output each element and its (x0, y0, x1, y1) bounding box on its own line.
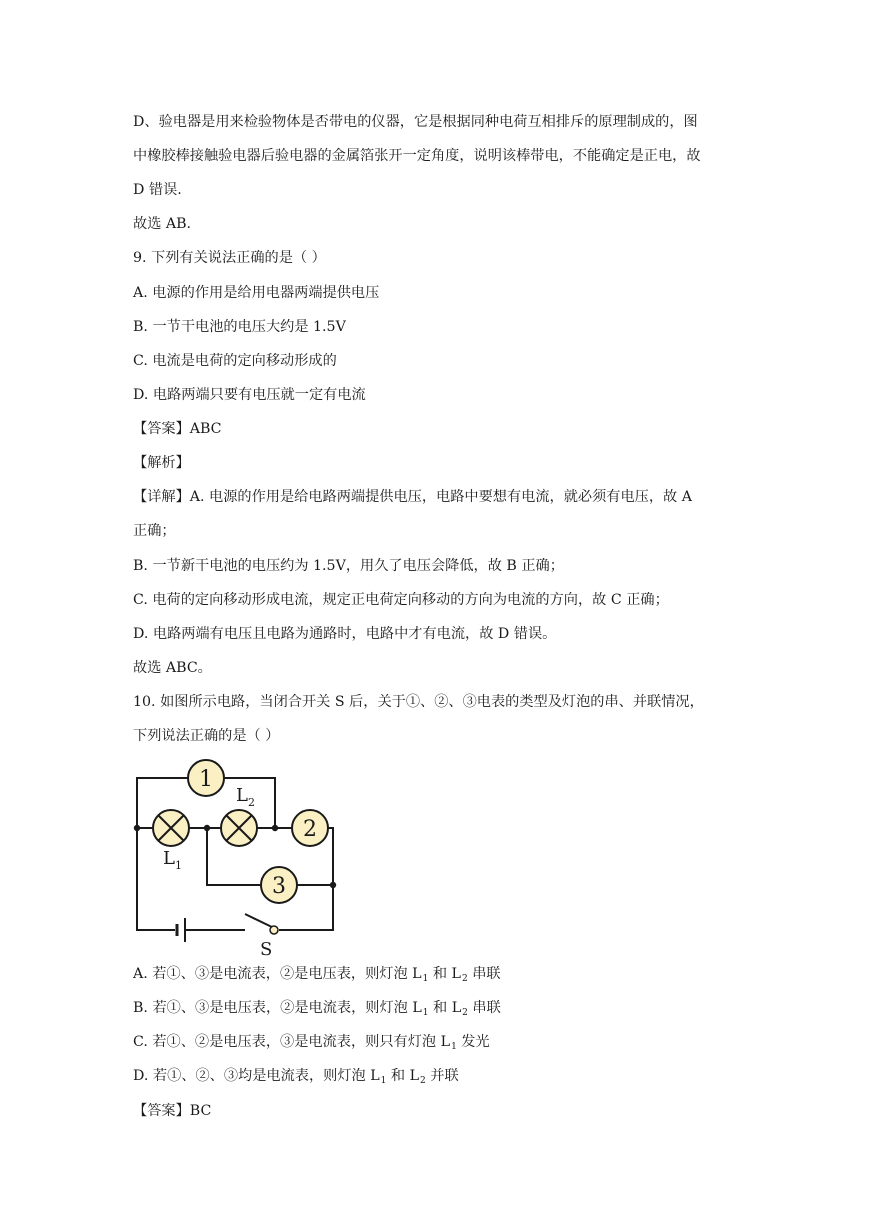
option-text: 发光 (456, 1034, 490, 1050)
question-10-option-d (133, 1066, 459, 1091)
subscript: 1 (422, 974, 429, 984)
subscript: 1 (422, 1008, 429, 1018)
lamp-l1 (153, 810, 189, 846)
option-text: 串联 (467, 966, 501, 982)
option-text: 串联 (467, 1000, 501, 1016)
switch-contact (270, 926, 278, 934)
circuit-diagram (127, 758, 345, 958)
detail-line: 正确； (133, 523, 176, 539)
option-text: 和 L (428, 1000, 462, 1016)
lamp-l2-subscript: 2 (248, 796, 255, 809)
text-line: 中橡胶棒接触验电器后验电器的金属箔张开一定角度，说明该棒带电，不能确定是正电，故 (133, 148, 701, 164)
text-line: D、验电器是用来检验物体是否带电的仪器，它是根据同种电荷互相排斥的原理制成的，图 (133, 114, 698, 130)
question-10-option-b (133, 998, 501, 1023)
detail-line: B. 一节新干电池的电压约为 1.5V，用久了电压会降低，故 B 正确； (133, 558, 564, 574)
subscript: 2 (461, 974, 468, 984)
question-10-option-c (133, 1032, 490, 1057)
option-text: A. 若①、③是电流表，②是电压表，则灯泡 L (133, 966, 422, 982)
meter-3-label: 3 (272, 874, 286, 899)
question-9-option-a: A. 电源的作用是给用电器两端提供电压 (133, 285, 380, 301)
lamp-l1-label: L (163, 848, 175, 869)
answer-10: 【答案】BC (133, 1103, 212, 1119)
text-line: D 错误. (133, 182, 182, 198)
meter-1-label: 1 (199, 767, 213, 792)
option-text: 和 L (428, 966, 461, 982)
subscript: 2 (462, 1008, 468, 1018)
option-text: 并联 (425, 1068, 459, 1084)
question-9-stem: 9. 下列有关说法正确的是（ ） (133, 250, 326, 266)
answer-9: 【答案】ABC (133, 421, 222, 437)
detail-line: D. 电路两端有电压且电路为通路时，电路中才有电流，故 D 错误。 (133, 626, 557, 642)
lamp-l2-label: L (236, 785, 248, 806)
option-text: C. 若①、②是电压表，③是电流表，则只有灯泡 L (133, 1034, 451, 1050)
subscript: 2 (420, 1076, 426, 1086)
detail-line: 【详解】A. 电源的作用是给电路两端提供电压，电路中要想有电流，就必须有电压，故 A (133, 489, 692, 505)
question-9-option-c: C. 电流是电荷的定向移动形成的 (133, 353, 337, 369)
option-text: B. 若①、③是电压表，②是电流表，则灯泡 L (133, 1000, 422, 1016)
question-9-option-b: B. 一节干电池的电压大约是 1.5V (133, 319, 346, 335)
lamp-l2 (221, 810, 257, 846)
conclusion-9: 故选 ABC。 (133, 660, 212, 676)
detail-line: C. 电荷的定向移动形成电流，规定正电荷定向移动的方向为电流的方向，故 C 正确； (133, 592, 669, 608)
analysis-heading-9: 【解析】 (133, 455, 190, 471)
question-10-stem-cont: 下列说法正确的是（ ） (133, 728, 280, 744)
switch-label: S (260, 939, 273, 958)
lamp-l1-subscript: 1 (175, 859, 182, 872)
question-10-option-a (133, 964, 501, 989)
text-line: 故选 AB. (133, 216, 192, 232)
option-text: D. 若①、②、③均是电流表，则灯泡 L (133, 1068, 380, 1084)
option-text: 和 L (386, 1068, 420, 1084)
question-10-stem: 10. 如图所示电路，当闭合开关 S 后，关于①、②、③电表的类型及灯泡的串、并联情况， (133, 694, 704, 710)
meter-2-label: 2 (303, 817, 317, 842)
subscript: 1 (380, 1076, 387, 1086)
question-9-option-d: D. 电路两端只要有电压就一定有电流 (133, 387, 366, 403)
subscript: 1 (451, 1042, 457, 1052)
